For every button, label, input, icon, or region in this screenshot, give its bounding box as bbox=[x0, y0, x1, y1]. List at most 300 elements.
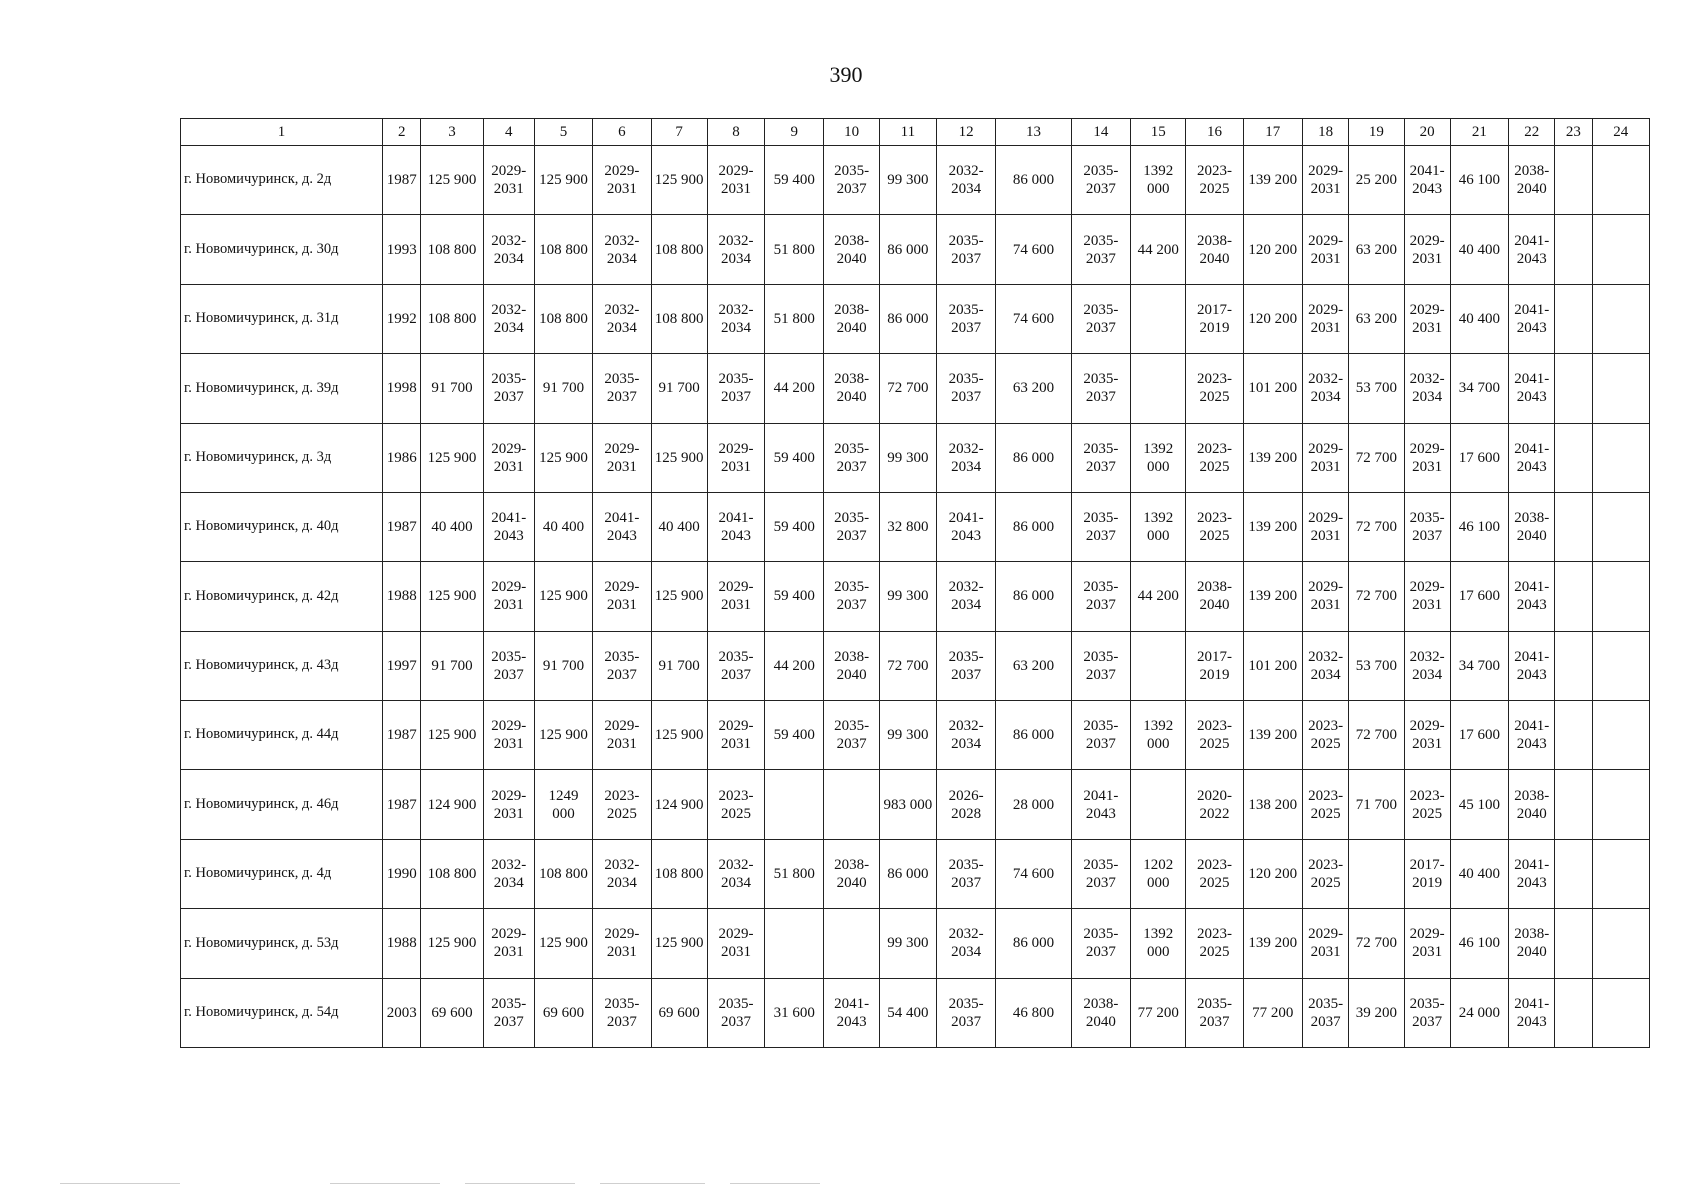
table-cell: 86 000 bbox=[996, 701, 1071, 770]
table-row bbox=[181, 423, 1650, 492]
column-header: 1 bbox=[181, 119, 383, 146]
table-cell: 31 600 bbox=[765, 978, 824, 1048]
table-cell: 2032- 2034 bbox=[1404, 354, 1450, 423]
table-row bbox=[181, 284, 1650, 353]
table-cell: 2035- 2037 bbox=[937, 284, 996, 353]
table-cell bbox=[1555, 909, 1592, 978]
scan-artifact-line bbox=[330, 1183, 440, 1184]
table-cell bbox=[1555, 215, 1592, 284]
table-cell: 91 700 bbox=[534, 354, 592, 423]
table-cell: 2035- 2037 bbox=[824, 492, 879, 561]
table-cell: 59 400 bbox=[765, 701, 824, 770]
table-cell: 44 200 bbox=[765, 354, 824, 423]
address-cell: г. Новомичуринск, д. 3д bbox=[181, 423, 383, 492]
table-cell: 1993 bbox=[383, 215, 421, 284]
table-cell: 2029- 2031 bbox=[1302, 215, 1348, 284]
table-cell bbox=[1555, 562, 1592, 631]
table-cell: 2032- 2034 bbox=[937, 146, 996, 215]
table-cell: 2041- 2043 bbox=[1509, 562, 1555, 631]
table-cell: 2035- 2037 bbox=[824, 423, 879, 492]
table-cell: 2035- 2037 bbox=[1404, 492, 1450, 561]
column-header: 8 bbox=[707, 119, 764, 146]
table-cell: 125 900 bbox=[534, 146, 592, 215]
table-cell: 125 900 bbox=[651, 909, 707, 978]
register-table bbox=[180, 118, 1650, 1048]
column-header: 18 bbox=[1302, 119, 1348, 146]
table-cell bbox=[1592, 354, 1650, 423]
table-cell: 125 900 bbox=[534, 562, 592, 631]
table-cell: 2029- 2031 bbox=[593, 701, 651, 770]
table-cell: 2032- 2034 bbox=[707, 839, 764, 908]
table-cell: 2035- 2037 bbox=[483, 354, 534, 423]
table-cell: 125 900 bbox=[421, 701, 483, 770]
table-cell: 2035- 2037 bbox=[1071, 215, 1130, 284]
table-cell: 2017- 2019 bbox=[1186, 284, 1243, 353]
column-header: 7 bbox=[651, 119, 707, 146]
table-cell: 125 900 bbox=[651, 562, 707, 631]
table-cell: 44 200 bbox=[1131, 562, 1186, 631]
table-cell: 17 600 bbox=[1450, 701, 1508, 770]
table-cell: 2032- 2034 bbox=[593, 215, 651, 284]
table-cell: 2017- 2019 bbox=[1186, 631, 1243, 700]
table-cell: 2023- 2025 bbox=[707, 770, 764, 839]
address-cell: г. Новомичуринск, д. 46д bbox=[181, 770, 383, 839]
address-cell: г. Новомичуринск, д. 44д bbox=[181, 701, 383, 770]
table-cell: 2029- 2031 bbox=[483, 909, 534, 978]
table-cell: 39 200 bbox=[1349, 978, 1404, 1048]
table-cell: 138 200 bbox=[1243, 770, 1302, 839]
table-cell: 2029- 2031 bbox=[1302, 909, 1348, 978]
table-cell: 1987 bbox=[383, 492, 421, 561]
table-cell: 2035- 2037 bbox=[824, 701, 879, 770]
table-cell: 17 600 bbox=[1450, 562, 1508, 631]
table-cell: 54 400 bbox=[879, 978, 936, 1048]
table-cell: 72 700 bbox=[1349, 909, 1404, 978]
table-cell: 2041- 2043 bbox=[1509, 631, 1555, 700]
table-cell: 101 200 bbox=[1243, 631, 1302, 700]
table-cell: 71 700 bbox=[1349, 770, 1404, 839]
table-cell bbox=[1592, 770, 1650, 839]
table-cell: 2029- 2031 bbox=[1404, 562, 1450, 631]
table-cell: 120 200 bbox=[1243, 284, 1302, 353]
table-cell: 2032- 2034 bbox=[593, 839, 651, 908]
table-cell: 2035- 2037 bbox=[707, 978, 764, 1048]
table-cell: 2029- 2031 bbox=[707, 146, 764, 215]
table-row bbox=[181, 839, 1650, 908]
table-cell bbox=[1555, 354, 1592, 423]
table-cell: 2035- 2037 bbox=[1071, 423, 1130, 492]
column-header: 4 bbox=[483, 119, 534, 146]
table-cell: 2038- 2040 bbox=[824, 631, 879, 700]
table-cell bbox=[1555, 284, 1592, 353]
column-header: 22 bbox=[1509, 119, 1555, 146]
table-cell: 2029- 2031 bbox=[593, 146, 651, 215]
table-cell: 59 400 bbox=[765, 423, 824, 492]
table-cell: 2029- 2031 bbox=[707, 562, 764, 631]
table-cell: 2035- 2037 bbox=[937, 839, 996, 908]
table-cell bbox=[1349, 839, 1404, 908]
table-cell: 2003 bbox=[383, 978, 421, 1048]
table-cell: 77 200 bbox=[1243, 978, 1302, 1048]
table-cell: 2032- 2034 bbox=[483, 215, 534, 284]
table-cell bbox=[824, 909, 879, 978]
table-cell bbox=[1592, 631, 1650, 700]
table-cell: 2038- 2040 bbox=[1186, 215, 1243, 284]
address-cell: г. Новомичуринск, д. 30д bbox=[181, 215, 383, 284]
table-cell: 86 000 bbox=[996, 562, 1071, 631]
header-row bbox=[181, 119, 1650, 146]
table-cell bbox=[1592, 215, 1650, 284]
table-cell: 2029- 2031 bbox=[483, 562, 534, 631]
table-cell: 46 100 bbox=[1450, 909, 1508, 978]
table-cell: 108 800 bbox=[421, 215, 483, 284]
table-cell: 2029- 2031 bbox=[593, 909, 651, 978]
table-cell bbox=[1555, 770, 1592, 839]
scan-artifact-line bbox=[600, 1183, 705, 1184]
table-cell: 2035- 2037 bbox=[1404, 978, 1450, 1048]
table-cell: 2041- 2043 bbox=[1071, 770, 1130, 839]
table-cell: 1987 bbox=[383, 146, 421, 215]
table-cell: 34 700 bbox=[1450, 631, 1508, 700]
table-cell: 2035- 2037 bbox=[1071, 631, 1130, 700]
table-cell: 2038- 2040 bbox=[1509, 909, 1555, 978]
column-header: 24 bbox=[1592, 119, 1650, 146]
column-header: 3 bbox=[421, 119, 483, 146]
table-cell: 17 600 bbox=[1450, 423, 1508, 492]
column-header: 11 bbox=[879, 119, 936, 146]
table-cell: 91 700 bbox=[534, 631, 592, 700]
table-row bbox=[181, 492, 1650, 561]
table-cell: 74 600 bbox=[996, 284, 1071, 353]
table-cell: 2035- 2037 bbox=[1071, 839, 1130, 908]
table-cell: 2041- 2043 bbox=[824, 978, 879, 1048]
table-cell: 2029- 2031 bbox=[483, 423, 534, 492]
table-cell: 125 900 bbox=[534, 423, 592, 492]
table-cell: 2035- 2037 bbox=[1071, 284, 1130, 353]
table-cell: 72 700 bbox=[1349, 492, 1404, 561]
table-cell: 44 200 bbox=[1131, 215, 1186, 284]
column-header: 10 bbox=[824, 119, 879, 146]
table-cell: 69 600 bbox=[651, 978, 707, 1048]
table-cell: 2038- 2040 bbox=[1509, 770, 1555, 839]
table-cell: 1392 000 bbox=[1131, 492, 1186, 561]
table-cell: 125 900 bbox=[651, 423, 707, 492]
table-cell: 32 800 bbox=[879, 492, 936, 561]
table-cell: 2029- 2031 bbox=[1302, 146, 1348, 215]
table-cell: 40 400 bbox=[651, 492, 707, 561]
table-cell: 2035- 2037 bbox=[824, 146, 879, 215]
table-cell: 2029- 2031 bbox=[1302, 423, 1348, 492]
table-cell: 86 000 bbox=[996, 423, 1071, 492]
table-cell: 125 900 bbox=[421, 562, 483, 631]
table-cell: 86 000 bbox=[996, 492, 1071, 561]
table-cell: 2032- 2034 bbox=[1302, 631, 1348, 700]
table-cell: 2032- 2034 bbox=[707, 284, 764, 353]
table-cell: 40 400 bbox=[421, 492, 483, 561]
table-cell: 53 700 bbox=[1349, 631, 1404, 700]
table-cell: 63 200 bbox=[996, 631, 1071, 700]
table-cell: 2041- 2043 bbox=[1509, 354, 1555, 423]
column-header: 5 bbox=[534, 119, 592, 146]
table-cell: 1392 000 bbox=[1131, 146, 1186, 215]
page-number: 390 bbox=[829, 62, 863, 87]
table-cell bbox=[765, 909, 824, 978]
column-header: 19 bbox=[1349, 119, 1404, 146]
scan-artifact-line bbox=[465, 1183, 575, 1184]
table-cell: 77 200 bbox=[1131, 978, 1186, 1048]
table-cell bbox=[1131, 631, 1186, 700]
column-header: 9 bbox=[765, 119, 824, 146]
table-cell: 2029- 2031 bbox=[483, 770, 534, 839]
table-cell: 2029- 2031 bbox=[707, 909, 764, 978]
table-cell: 2032- 2034 bbox=[483, 839, 534, 908]
table-row bbox=[181, 562, 1650, 631]
address-cell: г. Новомичуринск, д. 2д bbox=[181, 146, 383, 215]
table-cell: 2023- 2025 bbox=[1186, 839, 1243, 908]
table-cell: 2023- 2025 bbox=[1186, 701, 1243, 770]
table-cell: 2041- 2043 bbox=[1509, 839, 1555, 908]
table-cell: 2029- 2031 bbox=[1404, 215, 1450, 284]
table-cell: 2032- 2034 bbox=[483, 284, 534, 353]
table-cell: 1249 000 bbox=[534, 770, 592, 839]
table-cell: 1998 bbox=[383, 354, 421, 423]
table-cell: 59 400 bbox=[765, 562, 824, 631]
table-cell: 2035- 2037 bbox=[707, 354, 764, 423]
table-cell: 1987 bbox=[383, 701, 421, 770]
column-header: 17 bbox=[1243, 119, 1302, 146]
table-cell: 2038- 2040 bbox=[1509, 146, 1555, 215]
table-cell: 2035- 2037 bbox=[1302, 978, 1348, 1048]
table-cell: 2023- 2025 bbox=[1302, 770, 1348, 839]
table-cell: 2041- 2043 bbox=[1509, 284, 1555, 353]
table-cell: 2038- 2040 bbox=[824, 354, 879, 423]
table-cell: 2035- 2037 bbox=[1071, 562, 1130, 631]
table-cell: 139 200 bbox=[1243, 423, 1302, 492]
address-cell: г. Новомичуринск, д. 42д bbox=[181, 562, 383, 631]
table-cell: 2041- 2043 bbox=[1509, 701, 1555, 770]
table-cell: 108 800 bbox=[534, 284, 592, 353]
table-cell: 2032- 2034 bbox=[707, 215, 764, 284]
table-cell: 2041- 2043 bbox=[483, 492, 534, 561]
table-row bbox=[181, 354, 1650, 423]
table-cell: 86 000 bbox=[879, 839, 936, 908]
table-cell: 108 800 bbox=[651, 284, 707, 353]
table-cell: 2038- 2040 bbox=[1186, 562, 1243, 631]
table-cell: 2032- 2034 bbox=[1404, 631, 1450, 700]
table-cell: 2023- 2025 bbox=[1186, 909, 1243, 978]
table-cell: 34 700 bbox=[1450, 354, 1508, 423]
column-header: 2 bbox=[383, 119, 421, 146]
table-cell: 124 900 bbox=[421, 770, 483, 839]
table-row bbox=[181, 631, 1650, 700]
table-cell: 2029- 2031 bbox=[1404, 284, 1450, 353]
table-cell: 139 200 bbox=[1243, 701, 1302, 770]
table-cell bbox=[765, 770, 824, 839]
table-cell: 2035- 2037 bbox=[937, 215, 996, 284]
table-cell bbox=[1592, 562, 1650, 631]
table-cell: 1986 bbox=[383, 423, 421, 492]
table-cell bbox=[1592, 978, 1650, 1048]
table-cell: 2035- 2037 bbox=[1186, 978, 1243, 1048]
table-cell: 2038- 2040 bbox=[824, 215, 879, 284]
table-cell: 2032- 2034 bbox=[937, 701, 996, 770]
table-cell bbox=[1592, 492, 1650, 561]
table-cell: 2035- 2037 bbox=[593, 978, 651, 1048]
table-cell: 1392 000 bbox=[1131, 423, 1186, 492]
table-cell: 2029- 2031 bbox=[593, 562, 651, 631]
table-cell: 91 700 bbox=[651, 631, 707, 700]
table-cell: 28 000 bbox=[996, 770, 1071, 839]
table-cell: 59 400 bbox=[765, 492, 824, 561]
table-cell bbox=[1555, 839, 1592, 908]
table-cell: 69 600 bbox=[421, 978, 483, 1048]
table-cell bbox=[1555, 701, 1592, 770]
table-cell: 2032- 2034 bbox=[937, 562, 996, 631]
table-cell: 2035- 2037 bbox=[937, 631, 996, 700]
column-header: 15 bbox=[1131, 119, 1186, 146]
table-cell: 63 200 bbox=[1349, 215, 1404, 284]
table-cell: 86 000 bbox=[996, 909, 1071, 978]
table-cell: 139 200 bbox=[1243, 146, 1302, 215]
table-cell: 2029- 2031 bbox=[483, 146, 534, 215]
table-cell: 108 800 bbox=[421, 839, 483, 908]
table-cell: 99 300 bbox=[879, 701, 936, 770]
table-cell: 2032- 2034 bbox=[937, 909, 996, 978]
table-cell: 139 200 bbox=[1243, 562, 1302, 631]
table-cell: 69 600 bbox=[534, 978, 592, 1048]
table-cell bbox=[1555, 146, 1592, 215]
table-cell: 72 700 bbox=[1349, 701, 1404, 770]
table-cell: 120 200 bbox=[1243, 839, 1302, 908]
table-cell: 74 600 bbox=[996, 839, 1071, 908]
table-cell: 2035- 2037 bbox=[824, 562, 879, 631]
table-cell: 2038- 2040 bbox=[1071, 978, 1130, 1048]
address-cell: г. Новомичуринск, д. 31д bbox=[181, 284, 383, 353]
table-cell: 1392 000 bbox=[1131, 701, 1186, 770]
table-cell: 2041- 2043 bbox=[707, 492, 764, 561]
table-cell: 101 200 bbox=[1243, 354, 1302, 423]
table-cell: 2041- 2043 bbox=[1509, 423, 1555, 492]
table-cell: 2029- 2031 bbox=[1302, 562, 1348, 631]
table-row bbox=[181, 978, 1650, 1048]
table-cell: 2023- 2025 bbox=[593, 770, 651, 839]
scan-artifact-line bbox=[730, 1183, 820, 1184]
table-cell: 51 800 bbox=[765, 215, 824, 284]
table-cell: 124 900 bbox=[651, 770, 707, 839]
table-cell: 2023- 2025 bbox=[1404, 770, 1450, 839]
table-cell: 53 700 bbox=[1349, 354, 1404, 423]
table-row bbox=[181, 146, 1650, 215]
column-header: 13 bbox=[996, 119, 1071, 146]
table-cell: 74 600 bbox=[996, 215, 1071, 284]
table-cell: 1392 000 bbox=[1131, 909, 1186, 978]
table-cell: 2029- 2031 bbox=[1302, 284, 1348, 353]
table-cell: 86 000 bbox=[996, 146, 1071, 215]
table-cell: 125 900 bbox=[534, 701, 592, 770]
table-cell: 24 000 bbox=[1450, 978, 1508, 1048]
table-cell bbox=[824, 770, 879, 839]
table-cell: 2035- 2037 bbox=[1071, 701, 1130, 770]
table-cell: 2023- 2025 bbox=[1186, 146, 1243, 215]
table-cell: 2029- 2031 bbox=[593, 423, 651, 492]
table-cell: 2032- 2034 bbox=[1302, 354, 1348, 423]
table-cell: 2035- 2037 bbox=[483, 631, 534, 700]
table-cell: 125 900 bbox=[534, 909, 592, 978]
table-row bbox=[181, 701, 1650, 770]
table-cell: 1202 000 bbox=[1131, 839, 1186, 908]
table-cell: 72 700 bbox=[879, 354, 936, 423]
column-header: 14 bbox=[1071, 119, 1130, 146]
table-cell: 2038- 2040 bbox=[1509, 492, 1555, 561]
table-cell: 1997 bbox=[383, 631, 421, 700]
table-cell: 125 900 bbox=[651, 146, 707, 215]
address-cell: г. Новомичуринск, д. 39д bbox=[181, 354, 383, 423]
table-cell bbox=[1555, 631, 1592, 700]
table-cell: 2023- 2025 bbox=[1302, 701, 1348, 770]
table-cell: 2029- 2031 bbox=[707, 701, 764, 770]
column-header: 6 bbox=[593, 119, 651, 146]
table-cell: 46 100 bbox=[1450, 492, 1508, 561]
table-row bbox=[181, 770, 1650, 839]
table-cell: 2032- 2034 bbox=[593, 284, 651, 353]
address-cell: г. Новомичуринск, д. 54д bbox=[181, 978, 383, 1048]
table-cell: 139 200 bbox=[1243, 909, 1302, 978]
table-cell: 44 200 bbox=[765, 631, 824, 700]
table-cell: 91 700 bbox=[421, 354, 483, 423]
table-cell: 91 700 bbox=[651, 354, 707, 423]
table-cell: 2020- 2022 bbox=[1186, 770, 1243, 839]
table-cell bbox=[1131, 284, 1186, 353]
table-cell bbox=[1592, 284, 1650, 353]
table-cell: 40 400 bbox=[1450, 215, 1508, 284]
table-cell: 2032- 2034 bbox=[937, 423, 996, 492]
table-cell: 2035- 2037 bbox=[593, 354, 651, 423]
table-cell: 2029- 2031 bbox=[1302, 492, 1348, 561]
table-cell: 2029- 2031 bbox=[707, 423, 764, 492]
table-cell: 99 300 bbox=[879, 423, 936, 492]
address-cell: г. Новомичуринск, д. 40д bbox=[181, 492, 383, 561]
table-cell bbox=[1555, 423, 1592, 492]
table-cell: 120 200 bbox=[1243, 215, 1302, 284]
address-cell: г. Новомичуринск, д. 4д bbox=[181, 839, 383, 908]
scan-artifact-line bbox=[60, 1183, 180, 1184]
table-cell: 2023- 2025 bbox=[1186, 354, 1243, 423]
table-cell: 1990 bbox=[383, 839, 421, 908]
table-cell: 2035- 2037 bbox=[1071, 146, 1130, 215]
table-cell: 2035- 2037 bbox=[937, 354, 996, 423]
table-cell: 1988 bbox=[383, 909, 421, 978]
table-cell: 125 900 bbox=[421, 423, 483, 492]
table-cell: 139 200 bbox=[1243, 492, 1302, 561]
table-cell: 2023- 2025 bbox=[1302, 839, 1348, 908]
table-cell: 63 200 bbox=[1349, 284, 1404, 353]
table-cell: 2035- 2037 bbox=[1071, 909, 1130, 978]
table-cell: 2035- 2037 bbox=[593, 631, 651, 700]
table-cell: 2041- 2043 bbox=[1509, 978, 1555, 1048]
address-cell: г. Новомичуринск, д. 53д bbox=[181, 909, 383, 978]
table-cell: 51 800 bbox=[765, 839, 824, 908]
table-cell: 2041- 2043 bbox=[1509, 215, 1555, 284]
table-cell: 99 300 bbox=[879, 562, 936, 631]
table-cell bbox=[1592, 423, 1650, 492]
table-cell: 108 800 bbox=[651, 215, 707, 284]
column-header: 12 bbox=[937, 119, 996, 146]
table-cell: 2035- 2037 bbox=[937, 978, 996, 1048]
table-cell: 99 300 bbox=[879, 146, 936, 215]
table-cell: 2029- 2031 bbox=[1404, 423, 1450, 492]
table-cell: 2038- 2040 bbox=[824, 284, 879, 353]
table-cell: 2026- 2028 bbox=[937, 770, 996, 839]
